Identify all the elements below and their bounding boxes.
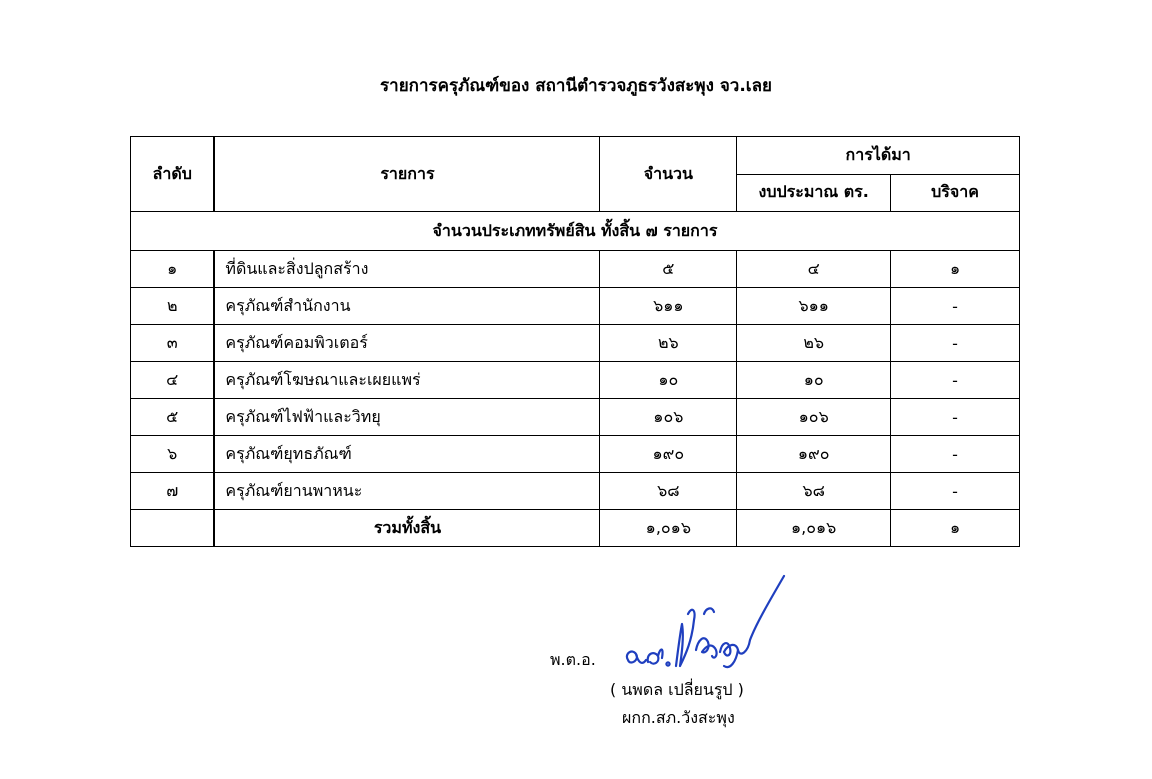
document-title: รายการครุภัณฑ์ของ สถานีตำรวจภูธรวังสะพุง จว.เลย [380,76,772,96]
row-donated: - [891,399,1020,436]
row-quantity: ๕ [600,251,737,288]
row-item-name: ครุภัณฑ์คอมพิวเตอร์ [214,325,600,362]
total-quantity: ๑,๐๑๖ [600,510,737,547]
row-donated: - [891,288,1020,325]
table-row [131,362,1020,399]
row-item-name: ครุภัณฑ์ยุทธภัณฑ์ [214,436,600,473]
row-donated: - [891,436,1020,473]
row-item-name: ครุภัณฑ์ไฟฟ้าและวิทยุ [214,399,600,436]
inventory-table [130,136,1020,547]
header-item: รายการ [214,137,600,212]
row-number: ๖ [131,436,215,473]
signature-position: ผกก.สภ.วังสะพุง [622,708,735,727]
row-budget: ๑๐ [737,362,891,399]
row-item-name: ครุภัณฑ์สำนักงาน [214,288,600,325]
row-budget: ๖๑๑ [737,288,891,325]
row-budget: ๒๖ [737,325,891,362]
header-donated: บริจาค [891,174,1020,212]
table-row [131,436,1020,473]
row-budget: ๔ [737,251,891,288]
table-row [131,251,1020,288]
section-label: จำนวนประเภททรัพย์สิน ทั้งสิ้น ๗ รายการ [131,212,1020,251]
signature-block [540,570,860,750]
row-number: ๑ [131,251,215,288]
header-quantity: จำนวน [600,137,737,212]
row-donated: - [891,362,1020,399]
section-row [131,212,1020,251]
signature-name: ( นพดล เปลี่ยนรูป ) [610,680,744,699]
row-quantity: ๑๙๐ [600,436,737,473]
row-number: ๒ [131,288,215,325]
row-item-name: ครุภัณฑ์ยานพาหนะ [214,473,600,510]
row-item-name: ที่ดินและสิ่งปลูกสร้าง [214,251,600,288]
table-body [131,212,1020,547]
row-donated: - [891,473,1020,510]
total-row [131,510,1020,547]
row-number: ๔ [131,362,215,399]
signature-rank: พ.ต.อ. [550,650,596,669]
table-row [131,325,1020,362]
row-budget: ๖๘ [737,473,891,510]
total-donated: ๑ [891,510,1020,547]
header-no: ลำดับ [131,137,215,212]
table-row [131,288,1020,325]
row-donated: ๑ [891,251,1020,288]
row-item-name: ครุภัณฑ์โฆษณาและเผยแพร่ [214,362,600,399]
total-budget: ๑,๐๑๖ [737,510,891,547]
total-label: รวมทั้งสิ้น [214,510,600,547]
table-row [131,473,1020,510]
row-quantity: ๒๖ [600,325,737,362]
row-budget: ๑๙๐ [737,436,891,473]
total-number-cell [131,510,215,547]
header-budget: งบประมาณ ตร. [737,174,891,212]
row-quantity: ๖๑๑ [600,288,737,325]
row-budget: ๑๐๖ [737,399,891,436]
row-donated: - [891,325,1020,362]
row-number: ๕ [131,399,215,436]
row-quantity: ๑๐๖ [600,399,737,436]
header-acquired: การได้มา [737,137,1020,175]
table-row [131,399,1020,436]
row-quantity: ๖๘ [600,473,737,510]
row-number: ๓ [131,325,215,362]
row-number: ๗ [131,473,215,510]
handwritten-signature [620,570,790,680]
row-quantity: ๑๐ [600,362,737,399]
